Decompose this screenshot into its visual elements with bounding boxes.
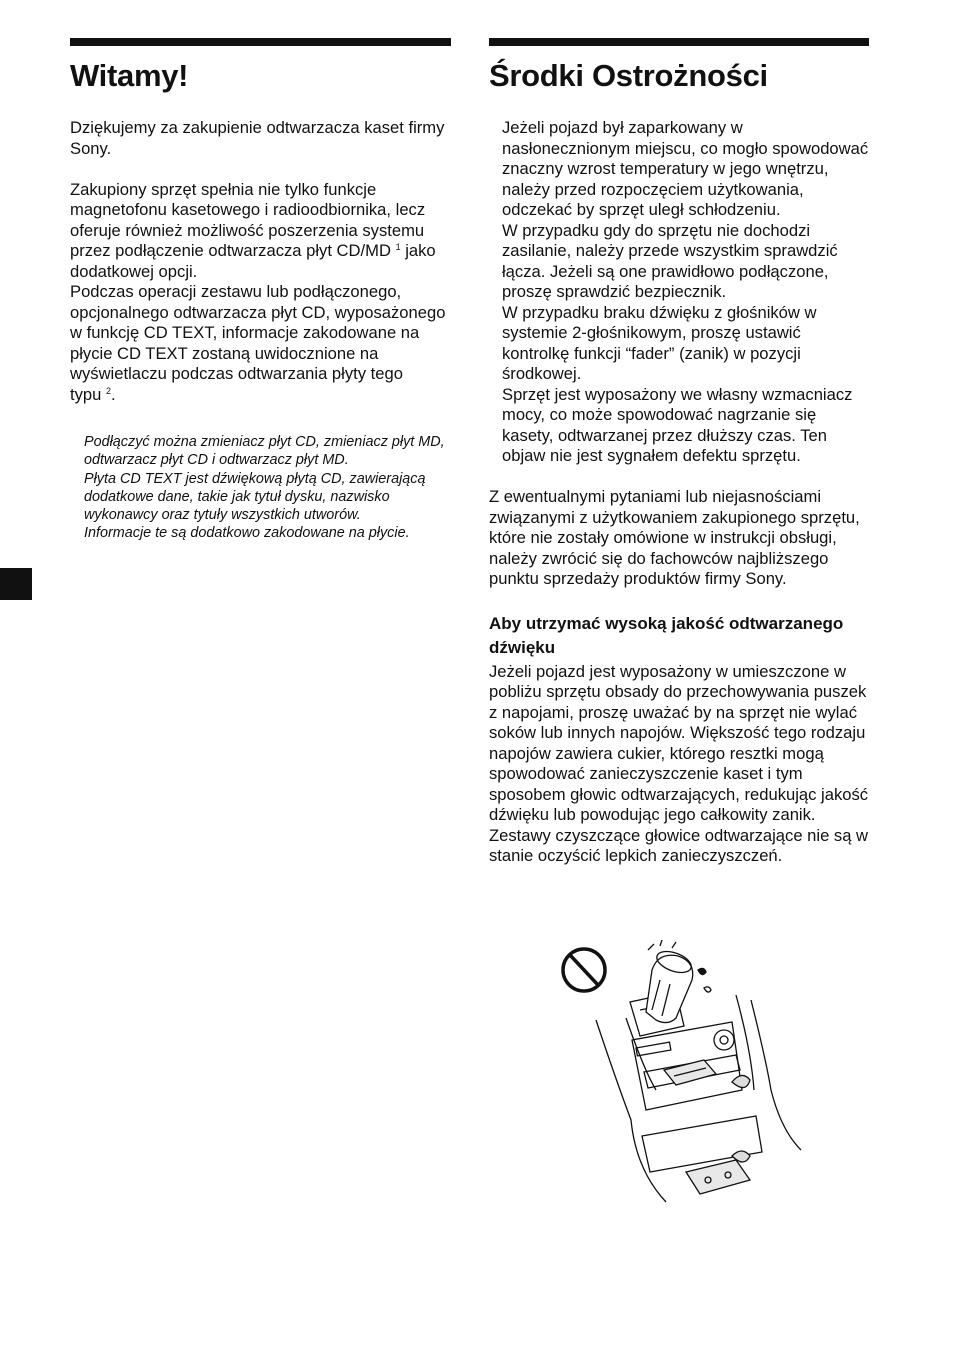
paragraph-3-end: . <box>111 384 116 404</box>
quality-paragraph: Jeżeli pojazd jest wyposażony w umieszczone w pobliżu sprzętu obsady do przechowywania puszek z napojami, proszę uważać by na sprzęt nie wylać soków lub innych napojów. Większość tego rodzaju napojów zawiera cukier, którego resztki mogą spowodować zanieczyszczenie kaset i tym sposobem głowic odtwarzających, redukując jakość dźwięku lub powodując jego całkowity zanik. Zestawy czyszczące głowice odtwarzające nie są w stanie oczyścić lepkich zanieczyszczeń. <box>489 661 869 865</box>
welcome-paragraph-2 <box>70 180 451 283</box>
title-rule <box>70 38 451 46</box>
welcome-paragraph-3 <box>70 282 451 405</box>
paragraph-2-text: Zakupiony sprzęt spełnia nie tylko funkcje magnetofonu kasetowego i radioodbiornika, lecz oferuje również możliwość poszerzenia systemu przez podłączenie odtwarzacza płyt CD/MD <box>70 179 426 260</box>
welcome-column <box>70 38 451 543</box>
precaution-item: Sprzęt jest wyposażony we własny wzmacniacz mocy, co może spowodować nagrzanie się kasety, odtwarzanej przez dłuższy czas. Ten objaw nie jest sygnałem defektu sprzętu. <box>502 384 853 465</box>
precaution-item: Jeżeli pojazd był zaparkowany w nasłonecznionym miejscu, co mogło spowodować znaczny wzrost temperatury w jego wnętrzu, należy przed rozpoczęciem użytkowania, odczekać by sprzęt uległ schłodzeniu. <box>502 118 869 219</box>
paragraph-3-text: Podczas operacji zestawu lub podłączonego, opcjonalnego odtwarzacza płyt CD, wyposażonego w funkcję CD TEXT, informacje zakodowane na płycie CD TEXT zostaną uwidocznione na wyświetlaczu podczas odtwarzania płyty tego typu <box>70 282 446 404</box>
footnote-mark-1: 1 <box>395 242 401 252</box>
precautions-title: Środki Ostrożności <box>489 58 768 93</box>
paragraph-2-end: jako dodatkowej opcji. <box>70 241 436 281</box>
footnotes <box>84 433 451 543</box>
section-tab-marker <box>0 568 32 600</box>
precautions-list <box>502 118 869 467</box>
quality-subheading: Aby utrzymać wysoką jakość odtwarzanego dźwięku <box>489 613 844 657</box>
footnote-mark-2: 2 <box>106 385 112 396</box>
precaution-item: W przypadku braku dźwięku z głośników w systemie 2-głośnikowym, proszę ustawić kontrolkę funkcji “fader” (zanik) w pozycji środkowej. <box>502 302 817 383</box>
precaution-item: W przypadku gdy do sprzętu nie dochodzi zasilanie, należy przede wszystkim sprawdzić łącza. Jeżeli są one prawidłowo podłączone, proszę sprawdzić bezpiecznik. <box>502 220 838 301</box>
welcome-title: Witamy! <box>70 58 189 93</box>
footnote-3: Informacje te są dodatkowo zakodowane na płycie. <box>84 525 410 542</box>
welcome-intro: Dziękujemy za zakupienie odtwarzacza kaset firmy Sony. <box>70 118 445 158</box>
footnote-1: Podłączyć można zmieniacz płyt CD, zmieniacz płyt MD, odtwarzacz płyt CD i odtwarzacz płyt MD. <box>84 434 445 469</box>
title-rule <box>489 38 869 46</box>
no-spill-illustration-icon <box>556 940 806 1210</box>
footnote-2: Płyta CD TEXT jest dźwiękową płytą CD, zawierającą dodatkowe dane, takie jak tytuł dysku, nazwisko wykonawcy oraz tytuły wszystkich utworów. <box>84 470 426 524</box>
contact-paragraph: Z ewentualnymi pytaniami lub niejasnościami związanymi z użytkowaniem zakupionego sprzętu, które nie zostały omówione w instrukcji obsługi, należy zwrócić się do fachowców najbliższego punktu sprzedaży produktów firmy Sony. <box>489 487 860 588</box>
precautions-column <box>489 38 869 867</box>
